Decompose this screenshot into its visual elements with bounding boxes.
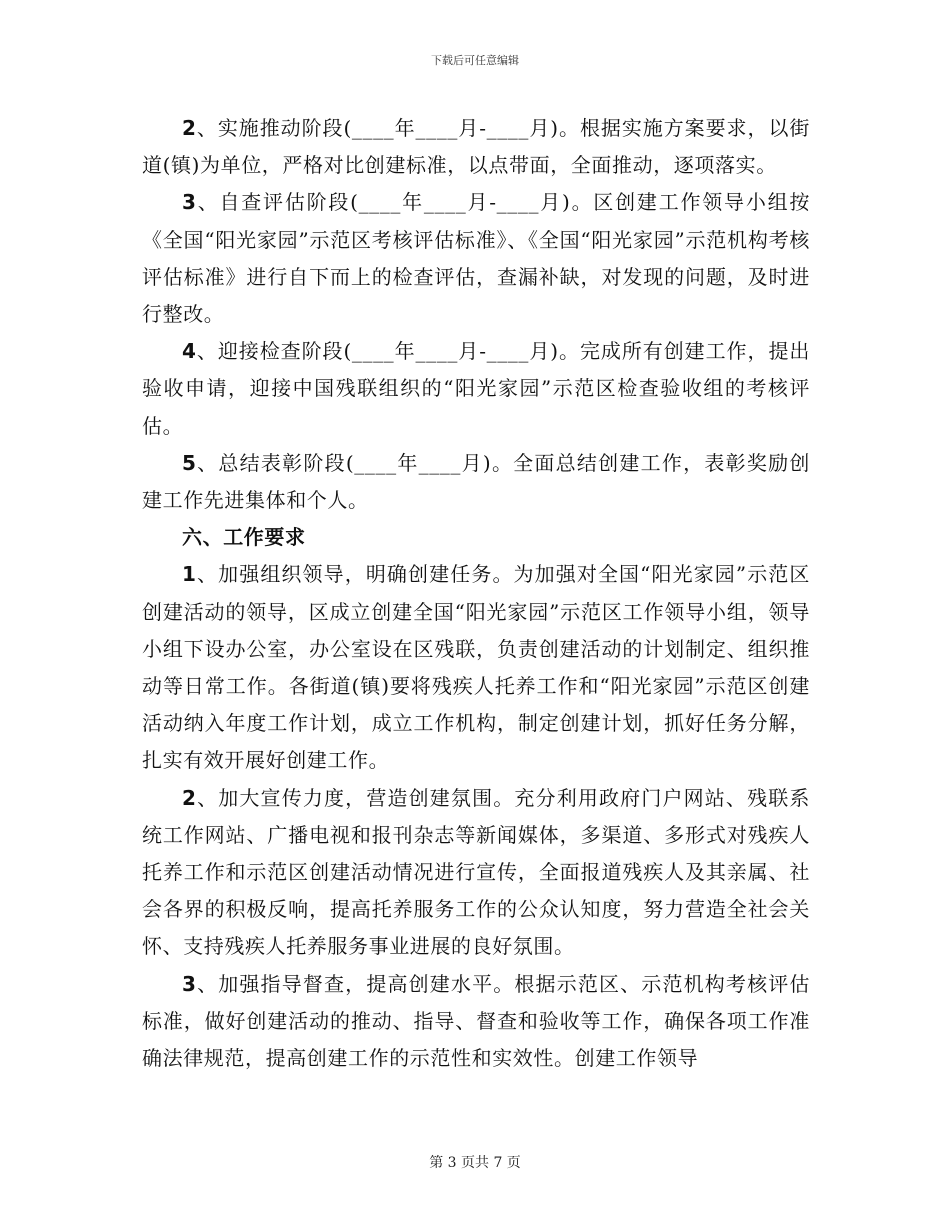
item-number: 2 [182,116,197,140]
paragraph-text: 、自查评估阶段(____年____月-____月)。区创建工作领导小组按《全国“阳光家园”示范区考核评估标准》、《全国“阳光家园”示范机构考核评估标准》进行自下而上的检查评估，查漏补缺，对发现的问题，及时进行整改。 [142,190,810,327]
phase-paragraph-3 [142,184,810,333]
item-number: 2 [182,785,197,810]
page-footer: 第 3 页共 7 页 [429,1155,521,1171]
requirement-paragraph-3 [142,966,810,1078]
phase-paragraph-5 [142,445,810,519]
paragraph-text: 、加大宣传力度，营造创建氛围。充分利用政府门户网站、残联系统工作网站、广播电视和报刊杂志等新闻媒体，多渠道、多形式对残疾人托养工作和示范区创建活动情况进行宣传，全面报道残疾人及其亲属、社会各界的积极反响，提高托养服务工作的公众认知度，努力营造全社会关怀、支持残疾人托养服务事业进展的良好氛围。 [142,785,810,959]
item-number: 3 [182,971,197,996]
item-number: 1 [182,562,197,587]
paragraph-text: 、加强指导督查，提高创建水平。根据示范区、示范机构考核评估标准，做好创建活动的推动、指导、督查和验收等工作，确保各项工作准确法律规范，提高创建工作的示范性和实效性。创建工作领导 [142,971,810,1071]
paragraph-text: 、实施推动阶段(____年____月-____月)。根据实施方案要求，以街道(镇)为单位，严格对比创建标准，以点带面，全面推动，逐项落实。 [142,116,810,178]
item-number: 3 [182,190,197,215]
paragraph-text: 、加强组织领导，明确创建任务。为加强对全国“阳光家园”示范区创建活动的领导，区成立创建全国“阳光家园”示范区工作领导小组，领导小组下设办公室，办公室设在区残联，负责创建活动的计划制定、组织推动等日常工作。各街道(镇)要将残疾人托养工作和“阳光家园”示范区创建活动纳入年度工作计划，成立工作机构，制定创建计划，抓好任务分解，扎实有效开展好创建工作。 [142,562,810,773]
requirement-paragraph-1 [142,556,810,779]
item-number: 4 [182,339,197,364]
requirement-paragraph-2 [142,780,810,966]
page-header: 下载后可任意编辑 [431,54,519,67]
item-number: 5 [182,450,197,475]
phase-paragraph-2 [142,110,810,184]
document-body [142,110,810,1077]
paragraph-text: 、迎接检查阶段(____年____月-____月)。完成所有创建工作，提出验收申请，迎接中国残联组织的“阳光家园”示范区检查验收组的考核评估。 [142,339,810,438]
paragraph-text: 、总结表彰阶段(____年____月)。全面总结创建工作，表彰奖励创建工作先进集体和个人。 [142,450,810,513]
phase-paragraph-4 [142,333,810,445]
section-heading: 六、工作要求 [182,525,306,550]
